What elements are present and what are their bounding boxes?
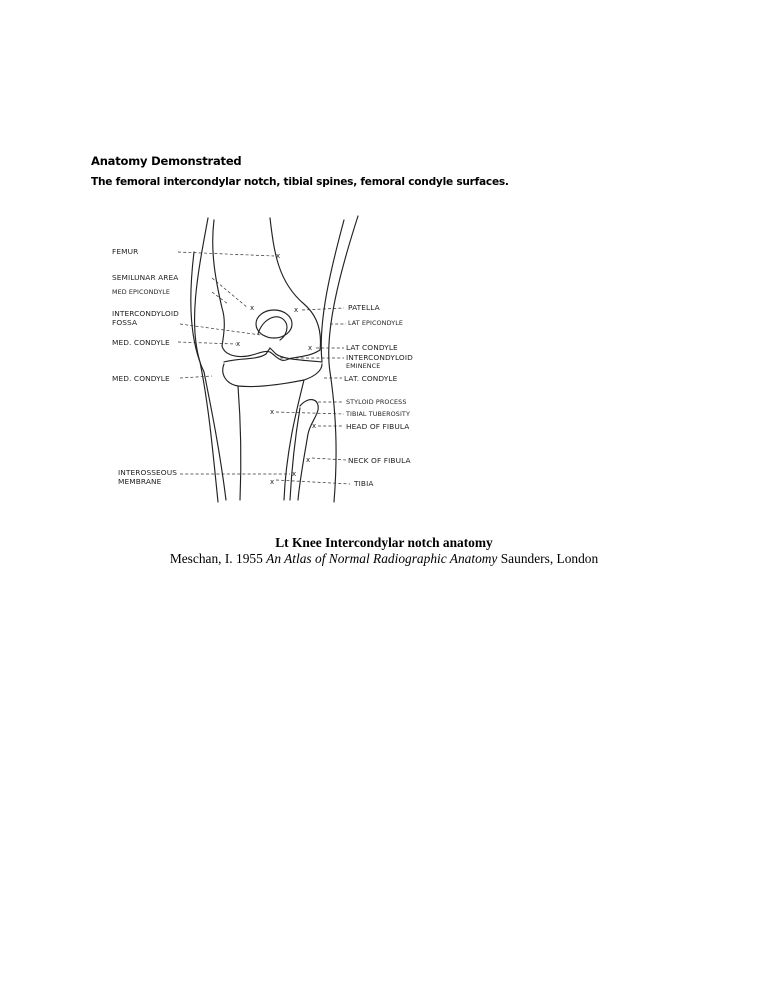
- label-femur: FEMUR: [112, 247, 139, 256]
- label-eminence-2: EMINENCE: [346, 362, 381, 370]
- label-intercondyloid-fossa-1: INTERCONDYLOID: [112, 309, 179, 318]
- label-interosseous-2: MEMBRANE: [118, 477, 162, 486]
- figure-caption-title: Lt Knee Intercondylar notch anatomy: [275, 535, 493, 550]
- section-description: The femoral intercondylar notch, tibial spines, femoral condyle surfaces.: [91, 176, 509, 188]
- marker-semilunar: x: [250, 304, 255, 312]
- label-lat-condyle-upper: LAT CONDYLE: [346, 343, 398, 352]
- leader-tibia: [276, 480, 350, 484]
- femoral-condyle-outline: [222, 346, 320, 360]
- marker-tibia: x: [270, 478, 275, 486]
- marker-lat-condyle: x: [308, 344, 313, 352]
- leader-semilunar: [212, 278, 248, 308]
- leader-med-condyle-upper: [178, 342, 236, 344]
- section-heading: Anatomy Demonstrated: [91, 154, 242, 168]
- label-tibial-tuberosity: TIBIAL TUBEROSITY: [346, 410, 410, 418]
- label-tibia: TIBIA: [354, 479, 374, 488]
- marker-neck-fibula: x: [306, 456, 311, 464]
- soft-tissue-left-outline: [195, 218, 218, 502]
- citation-publisher: Saunders, London: [497, 551, 599, 566]
- knee-anatomy-drawing: [108, 212, 428, 504]
- knee-anatomy-figure: [108, 212, 428, 504]
- figure-citation: [0, 551, 768, 567]
- citation-book-title: An Atlas of Normal Radiographic Anatomy: [266, 551, 498, 566]
- tibia-shaft-medial: [238, 386, 241, 500]
- label-med-condyle-lower: MED. CONDYLE: [112, 374, 170, 383]
- label-med-epicondyle: MED EPICONDYLE: [112, 288, 171, 296]
- label-lat-condyle-lower: LAT. CONDYLE: [344, 374, 398, 383]
- marker-head-fibula: x: [312, 422, 317, 430]
- label-interosseous-1: INTEROSSEOUS: [118, 468, 178, 477]
- citation-author-year: Meschan, I. 1955: [169, 551, 267, 566]
- marker-femur: x: [276, 252, 281, 260]
- leader-neck-fibula: [312, 458, 346, 460]
- fibula-shaft-lateral: [298, 434, 311, 500]
- leader-femur: [178, 252, 274, 256]
- label-patella: PATELLA: [348, 303, 380, 312]
- leader-med-condyle-lower: [180, 376, 212, 378]
- label-semilunar-area: SEMILUNAR AREA: [112, 273, 179, 282]
- marker-patella: x: [294, 306, 299, 314]
- label-lat-epicondyle: LAT EPICONDYLE: [348, 319, 404, 327]
- marker-tuberosity: x: [270, 408, 275, 416]
- fibula-shaft-medial: [290, 408, 300, 500]
- label-eminence-1: INTERCONDYLOID: [346, 353, 413, 362]
- label-styloid-process: STYLOID PROCESS: [346, 398, 407, 406]
- label-neck-of-fibula: NECK OF FIBULA: [348, 456, 411, 465]
- marker-interosseous: x: [292, 470, 297, 478]
- label-med-condyle-upper: MED. CONDYLE: [112, 338, 170, 347]
- soft-tissue-right-inner: [321, 220, 344, 362]
- label-head-of-fibula: HEAD OF FIBULA: [346, 422, 410, 431]
- femur-shaft-lateral: [270, 218, 320, 350]
- marker-med-condyle: x: [236, 340, 241, 348]
- label-intercondyloid-fossa-2: FOSSA: [112, 318, 138, 327]
- tibia-head: [223, 364, 322, 387]
- tibia-shaft-lateral: [284, 380, 304, 500]
- leader-tuberosity: [276, 412, 344, 414]
